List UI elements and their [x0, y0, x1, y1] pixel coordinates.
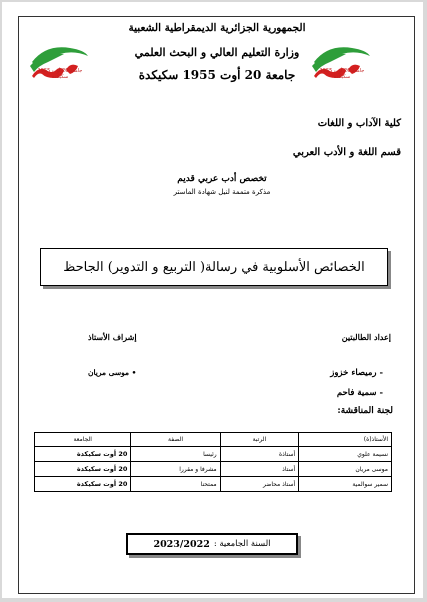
table-cell: رئيسا — [131, 447, 220, 462]
table-cell: موسى مريان — [299, 462, 392, 477]
student-name: - رميصاء خزوز — [330, 368, 383, 378]
table-cell: مشرفا و مقررا — [131, 462, 220, 477]
page-border — [18, 16, 415, 594]
thesis-title: الخصائص الأسلوبية في رسالة( التربيع و التدوير) الجاحظ — [63, 259, 365, 275]
page — [2, 2, 423, 598]
column-header: الجامعة — [35, 433, 131, 447]
table-row — [35, 462, 392, 477]
republic-line: الجمهورية الجزائرية الديمقراطية الشعبية — [128, 22, 306, 34]
supervisor-name: • موسى مريان — [88, 368, 137, 377]
academic-year-label: السنة الجامعية : — [213, 539, 271, 549]
thesis-title-box — [40, 248, 388, 286]
student-name: - سمية فاحم — [336, 388, 383, 398]
table-cell: 20 أوت سكيكدة — [35, 462, 131, 477]
table-row — [35, 477, 392, 492]
table-cell: سمير سوالمية — [299, 477, 392, 492]
academic-year-value: 2023/2022 — [153, 538, 210, 550]
table-header-row — [35, 433, 392, 447]
logo-caption: جامعة 20 أوت 1955 سكيكدة — [319, 68, 365, 80]
table-cell: 20 أوت سكيكدة — [35, 477, 131, 492]
table-cell: ممتحنا — [131, 477, 220, 492]
department-line: قسم اللغة و الأدب العربي — [292, 147, 401, 158]
column-header: الرتبة — [220, 433, 299, 447]
table-cell: نسيمة علوي — [299, 447, 392, 462]
table-row — [35, 447, 392, 462]
table-cell: 20 أوت سكيكدة — [35, 447, 131, 462]
table-cell: أستاذ محاضر — [220, 477, 299, 492]
committee-label: لجنة المناقشة: — [337, 406, 393, 416]
supervision-label: إشراف الأستاذ — [88, 332, 137, 342]
column-header: الأستاذ(ة) — [299, 433, 392, 447]
academic-year-box — [126, 533, 298, 555]
memo-line: مذكرة متممة لنيل شهادة الماستر — [173, 188, 271, 196]
faculty-line: كلية الآداب و اللغات — [317, 118, 401, 129]
specialty-line: تخصص أدب عربي قديم — [177, 174, 267, 184]
logo-caption: جامعة 20 أوت 1955 سكيكدة — [37, 68, 83, 80]
ministry-line: وزارة التعليم العالي و البحث العلمي — [134, 46, 300, 59]
table-cell: أستاذة — [220, 447, 299, 462]
jury-table — [34, 432, 392, 492]
table-cell: أستاذ — [220, 462, 299, 477]
prepared-by-label: إعداد الطالبتين — [341, 332, 391, 342]
column-header: الصفة — [131, 433, 220, 447]
university-line: جامعة 20 أوت 1955 سكيكدة — [138, 68, 296, 82]
university-logo-left — [26, 40, 94, 86]
